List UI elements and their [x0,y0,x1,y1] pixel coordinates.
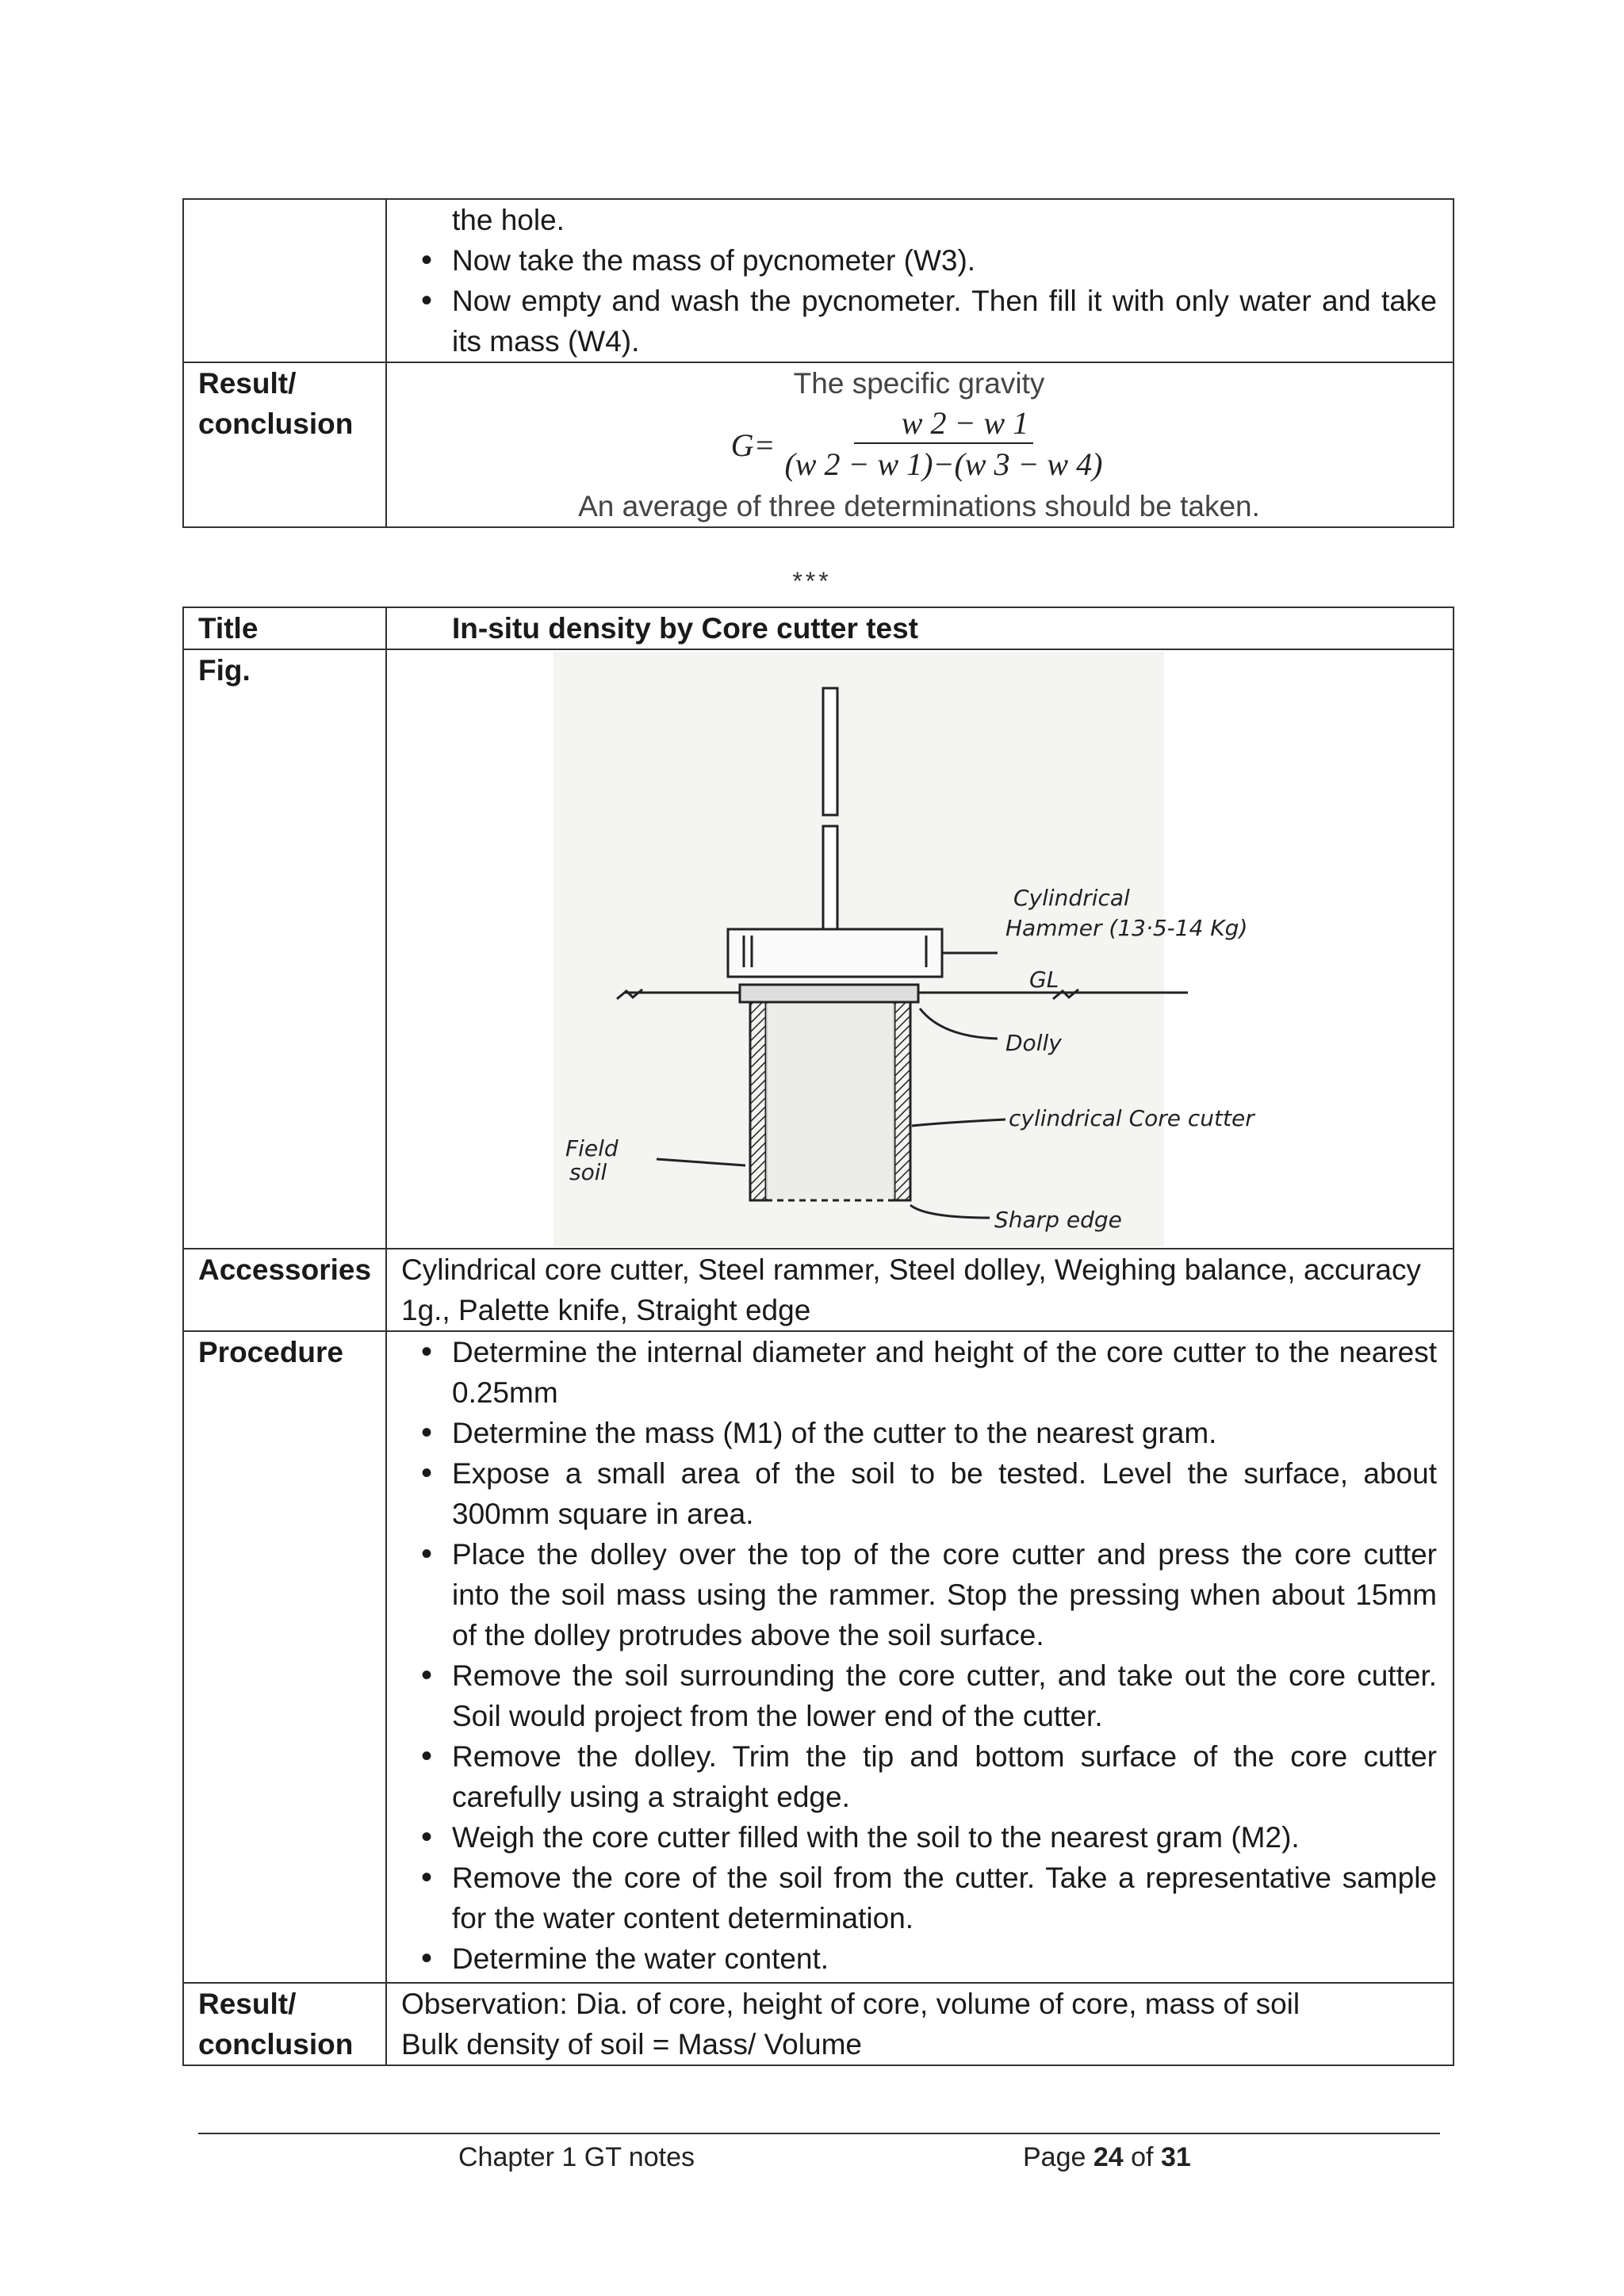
formula-denominator: (w 2 − w 1)−(w 3 − w 4) [784,446,1103,482]
core-cutter-figure [387,650,1469,1248]
result-line: Observation: Dia. of core, height of core, volume of core, mass of soil [401,1988,1300,2020]
label-cylindrical: Cylindrical [1013,885,1130,911]
label-gl: GL [1029,966,1059,993]
cutter-wall-right [894,1002,910,1200]
procedure-list [401,1332,1437,1979]
specific-gravity-formula [401,404,1437,486]
footer-page [1023,2142,1191,2173]
footer-chapter: Chapter 1 GT notes [458,2142,695,2172]
procedure-step: • Determine the water content. [452,1938,1437,1979]
label-dolly: Dolly [1005,1030,1062,1056]
title-label: Title [183,607,386,649]
label-hammer: Hammer (13·5-14 Kg) [1005,915,1248,941]
figure-cell [386,649,1454,1249]
procedure-step: • Determine the mass (M1) of the cutter to the nearest gram. [452,1413,1437,1453]
procedure-continued-cell [386,199,1454,362]
page-number: 24 [1093,2142,1124,2172]
label-soil: soil [569,1159,607,1185]
formula-numerator: w 2 − w 1 [854,404,1033,444]
continued-text: the hole. [452,204,565,236]
accessories-text: Cylindrical core cutter, Steel rammer, Steel dolley, Weighing balance, accuracy 1g., Palette knife, Straight edge [386,1249,1454,1331]
cutter-wall-left [750,1002,766,1200]
page-total: 31 [1160,2142,1191,2172]
label-core-cutter: cylindrical Core cutter [1009,1105,1254,1131]
result-cell [386,1983,1454,2065]
label-field: Field [565,1135,619,1161]
soil-core [766,1004,894,1199]
procedure-label: Procedure [183,1331,386,1983]
rammer-rod-lower [823,826,837,929]
section-separator: *** [792,567,832,595]
procedure-step: • Remove the dolley. Trim the tip and bottom surface of the core cutter carefully using a straight edge. [452,1736,1437,1817]
cylindrical-hammer [728,929,942,977]
core-cutter-table [182,607,1454,2066]
result-note: An average of three determinations should be taken. [578,490,1260,522]
page-of: of [1131,2142,1154,2172]
procedure-step: • Now take the mass of pycnometer (W3). [452,240,1437,281]
dolly [740,985,918,1002]
formula-fraction [779,404,1107,485]
fig-label: Fig. [183,649,386,1249]
procedure-cell [386,1331,1454,1983]
procedure-step: • Expose a small area of the soil to be tested. Level the surface, about 300mm square in area. [452,1453,1437,1534]
specific-gravity-table [182,198,1454,528]
procedure-step: • Remove the core of the soil from the cutter. Take a representative sample for the water content determination. [452,1858,1437,1938]
procedure-step: • Remove the soil surrounding the core cutter, and take out the core cutter. Soil would project from the lower end of the cutter. [452,1655,1437,1736]
accessories-label: Accessories [183,1249,386,1331]
result-cell [386,362,1454,527]
result-label: Result/ conclusion [183,1983,386,2065]
procedure-step: • Determine the internal diameter and height of the core cutter to the nearest 0.25mm [452,1332,1437,1413]
formula-lhs: G= [730,427,776,463]
procedure-step: • Place the dolley over the top of the core cutter and press the core cutter into the soil mass using the rammer. Stop the pressing when about 15mm of the dolley protrudes above the soil surface. [452,1534,1437,1655]
result-line: Bulk density of soil = Mass/ Volume [401,2028,862,2061]
procedure-step: • Weigh the core cutter filled with the soil to the nearest gram (M2). [452,1817,1437,1858]
test-title: In-situ density by Core cutter test [386,607,1454,649]
result-label: Result/ conclusion [183,362,386,527]
empty-label-cell [183,199,386,362]
page-prefix: Page [1023,2142,1086,2172]
footer-rule [198,2133,1440,2134]
result-heading: The specific gravity [793,367,1045,400]
procedure-step: • Now empty and wash the pycnometer. Then fill it with only water and take its mass (W4). [452,281,1437,362]
rammer-rod-upper [823,688,837,815]
label-sharp-edge: Sharp edge [994,1207,1122,1233]
